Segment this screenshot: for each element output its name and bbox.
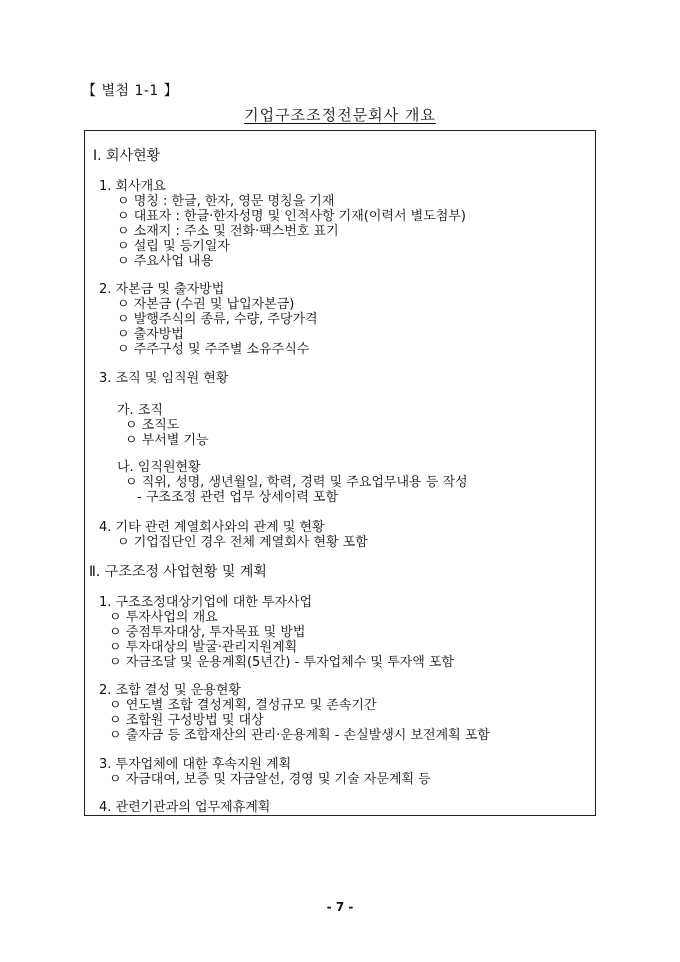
bullet: ㅇ 조직도 [125,418,180,433]
bullet: ㅇ 자금조달 및 운용계획(5년간) - 투자업체수 및 투자액 포함 [109,655,454,670]
section-heading: Ⅰ. 회사현황 [93,148,161,164]
bullet: ㅇ 설립 및 등기일자 [117,239,230,254]
bullet: ㅇ 명칭 : 한글, 한자, 영문 명칭을 기재 [117,194,335,209]
item-heading: 1. 회사개요 [99,179,166,194]
section-heading: Ⅱ. 구조조정 사업현황 및 계획 [89,564,267,580]
item-heading: 1. 구조조정대상기업에 대한 투자사업 [99,595,313,610]
dash-item: - 구조조정 관련 업무 상세이력 포함 [137,490,339,505]
bullet: ㅇ 자본금 (수권 및 납입자본금) [117,297,295,312]
bullet: ㅇ 중점투자대상, 투자목표 및 방법 [109,625,306,640]
bullet: ㅇ 출자방법 [117,327,184,342]
subsection-heading: 나. 임직원현황 [117,460,201,475]
bullet: ㅇ 대표자 : 한글·한자성명 및 인적사항 기재(이력서 별도첨부) [117,209,466,224]
subsection-heading: 가. 조직 [117,403,163,418]
bullet: ㅇ 주주구성 및 주주별 소유주식수 [117,342,310,357]
item-heading: 4. 관련기관과의 업무제휴계획 [99,800,271,815]
bullet: ㅇ 기업집단인 경우 전체 계열회사 현황 포함 [117,535,368,550]
bullet: ㅇ 연도별 조합 결성계획, 결성규모 및 존속기간 [109,698,377,713]
bullet: ㅇ 소재지 : 주소 및 전화·팩스번호 표기 [117,224,339,239]
item-heading: 2. 조합 결성 및 운용현황 [99,683,241,698]
bullet: ㅇ 투자사업의 개요 [109,610,218,625]
bullet: ㅇ 조합원 구성방법 및 대상 [109,713,264,728]
item-heading: 4. 기타 관련 계열회사와의 관계 및 현황 [99,520,325,535]
bullet: ㅇ 직위, 성명, 생년월일, 학력, 경력 및 주요업무내용 등 작성 [125,475,468,490]
item-heading: 3. 투자업체에 대한 후속지원 계획 [99,757,292,772]
bullet: ㅇ 출자금 등 조합재산의 관리·운용계획 - 손실발생시 보전계획 포함 [109,728,490,743]
bullet: ㅇ 자금대여, 보증 및 자금알선, 경영 및 기술 자문계획 등 [109,772,431,787]
bullet: ㅇ 발행주식의 종류, 수량, 주당가격 [117,312,318,327]
page-number: - 7 - [326,900,354,914]
bullet: ㅇ 부서별 기능 [125,433,209,448]
document-title [0,104,680,125]
document-title-text: 기업구조조정전문회사 개요 [244,106,436,124]
bullet: ㅇ 주요사업 내용 [117,254,214,269]
content-box [84,130,596,816]
attachment-label: 【 별첨 1-1 】 [82,83,179,99]
bullet: ㅇ 투자대상의 발굴·관리지원계획 [109,640,298,655]
item-heading: 2. 자본금 및 출자방법 [99,282,225,297]
item-heading: 3. 조직 및 임직원 현황 [99,371,229,386]
